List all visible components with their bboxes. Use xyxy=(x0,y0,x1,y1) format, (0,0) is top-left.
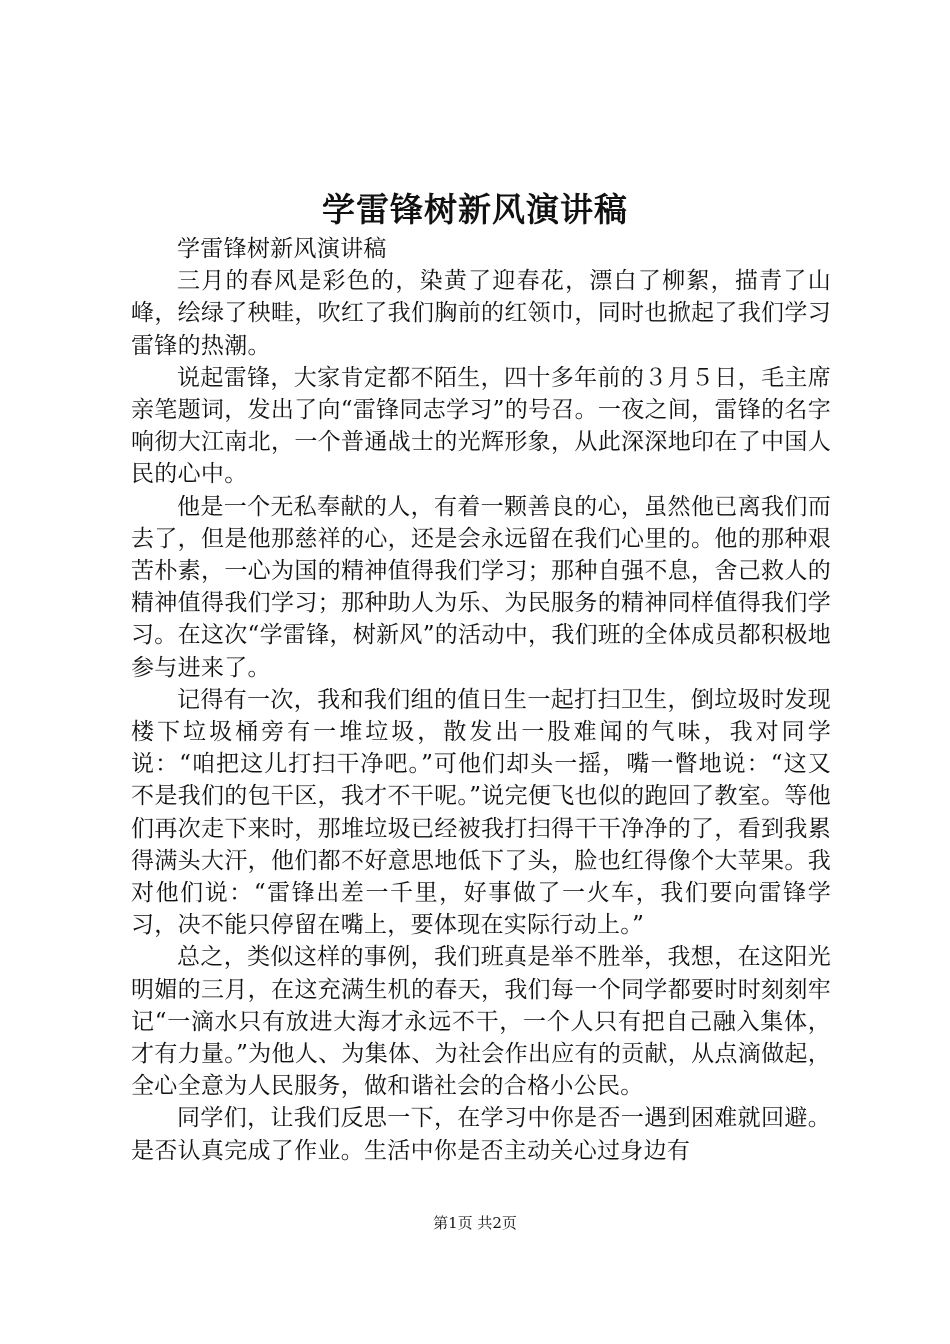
page-indicator: 第1页 共2页 xyxy=(433,1214,517,1232)
paragraph: 三月的春风是彩色的，染黄了迎春花，漂白了柳絮，描青了山峰，绘绿了秧畦，吹红了我们胸前的红领巾，同时也掀起了我们学习雷锋的热潮。 xyxy=(131,268,831,359)
paragraph: 他是一个无私奉献的人，有着一颗善良的心，虽然他已离我们而去了，但是他那慈祥的心，还是会永远留在我们心里的。他的那种艰苦朴素，一心为国的精神值得我们学习；那种自强不息，舍己救人的精神值得我们学习；那种助人为乐、为民服务的精神同样值得我们学习。在这次“学雷锋，树新风”的活动中，我们班的全体成员都积极地参与进来了。 xyxy=(131,493,831,681)
paragraph-subtitle: 学雷锋树新风演讲稿 xyxy=(177,236,387,262)
paragraph: 记得有一次，我和我们组的值日生一起打扫卫生，倒垃圾时发现楼下垃圾桶旁有一堆垃圾，散发出一股难闻的气味，我对同学说：“咱把这儿打扫干净吧。”可他们却头一摇，嘴一瞥地说：“这又不是我们的包干区，我才不干呢。”说完便飞也似的跑回了教室。等他们再次走下来时，那堆垃圾已经被我打扫得干干净净的了，看到我累得满头大汗，他们都不好意思地低下了头，脸也红得像个大苹果。我对他们说：“雷锋出差一千里，好事做了一火车，我们要向雷锋学习，决不能只停留在嘴上，要体现在实际行动上。” xyxy=(131,686,831,939)
paragraph: 说起雷锋，大家肯定都不陌生，四十多年前的３月５日，毛主席亲笔题词，发出了向“雷锋同志学习”的号召。一夜之间，雷锋的名字响彻大江南北，一个普通战士的光辉形象，从此深深地印在了中国人民的心中。 xyxy=(131,364,831,488)
paragraph: 同学们，让我们反思一下，在学习中你是否一遇到困难就回避。是否认真完成了作业。生活中你是否主动关心过身边有 xyxy=(131,1105,831,1164)
paragraph: 总之，类似这样的事例，我们班真是举不胜举，我想，在这阳光明媚的三月，在这充满生机的春天，我们每一个同学都要时时刻刻牢记“一滴水只有放进大海才永远不干，一个人只有把自己融入集体，才有力量。”为他人、为集体、为社会作出应有的贡献，从点滴做起，全心全意为人民服务，做和谐社会的合格小公民。 xyxy=(131,944,831,1100)
document-title: 学雷锋树新风演讲稿 xyxy=(322,190,628,229)
document-body xyxy=(131,233,831,1167)
